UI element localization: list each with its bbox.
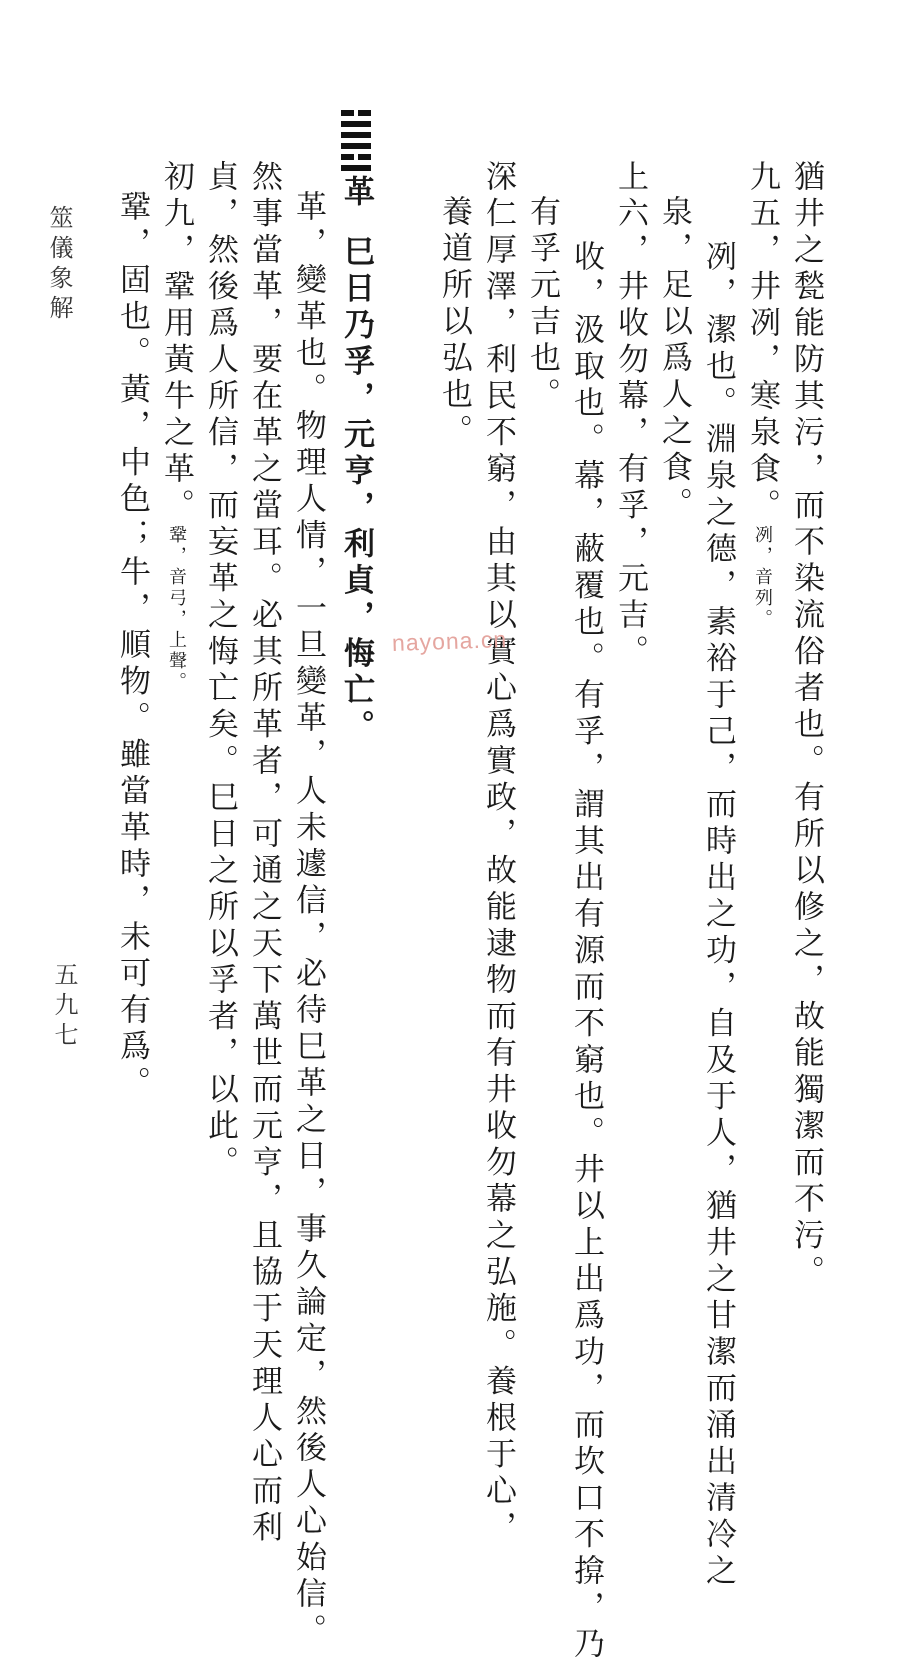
text-column-11: 革，變革也。物理人情，一旦變革，人未遽信，必待巳革之日，事久論定，然後人心始信。 bbox=[290, 190, 326, 1650]
column-14-note: 鞏，音弓，上聲。 bbox=[166, 525, 187, 693]
text-column-2 bbox=[744, 160, 780, 630]
watermark: nayona.cn bbox=[391, 625, 508, 657]
ge-hexagram-icon bbox=[341, 110, 371, 172]
text-column-7: 有孚元吉也。 bbox=[524, 195, 560, 414]
column-14-main: 初九，鞏用黃牛之革。 bbox=[158, 160, 194, 525]
text-column-1: 猶井之甃能防其污，而不染流俗者也。有所以修之，故能獨潔而不污。 bbox=[788, 160, 824, 1292]
page-number: 五九七 bbox=[50, 962, 78, 1052]
text-column-13: 貞，然後爲人所信，而妄革之悔亡矣。巳日之所以孚者，以此。 bbox=[202, 160, 238, 1182]
text-column-15: 鞏，固也。黃，中色；牛，順物。雖當革時，未可有爲。 bbox=[114, 190, 150, 1103]
sidebar-book-title: 筮儀象解 bbox=[45, 205, 73, 325]
text-column-4: 泉，足以爲人之食。 bbox=[656, 195, 692, 524]
text-column-5: 上六，井收勿幕，有孚，元吉。 bbox=[612, 160, 648, 671]
column-2-main: 九五，井冽，寒泉食。 bbox=[744, 160, 780, 525]
text-column-14 bbox=[158, 160, 194, 693]
text-column-12: 然事當革，要在革之當耳。必其所革者，可通之天下萬世而元亨，且協于天理人心而利 bbox=[246, 160, 282, 1547]
text-column-8: 深仁厚澤，利民不窮，由其以實心爲實政，故能逮物而有井收勿幕之弘施。養根于心， bbox=[480, 160, 516, 1547]
text-column-6: 收，汲取也。幕，蔽覆也。有孚，謂其出有源而不窮也。井以上出爲功，而坎口不揜，乃 bbox=[568, 240, 604, 1664]
column-2-note: 冽，音列。 bbox=[752, 525, 773, 630]
text-column-3: 冽，潔也。淵泉之德，素裕于己，而時出之功，自及于人，猶井之甘潔而涌出清冷之 bbox=[700, 240, 736, 1591]
hexagram-judgment: 巳日乃孚，元亨，利貞，悔亡。 bbox=[338, 235, 374, 746]
text-column-9: 養道所以弘也。 bbox=[436, 195, 472, 451]
hexagram-name: 革 bbox=[338, 175, 374, 210]
